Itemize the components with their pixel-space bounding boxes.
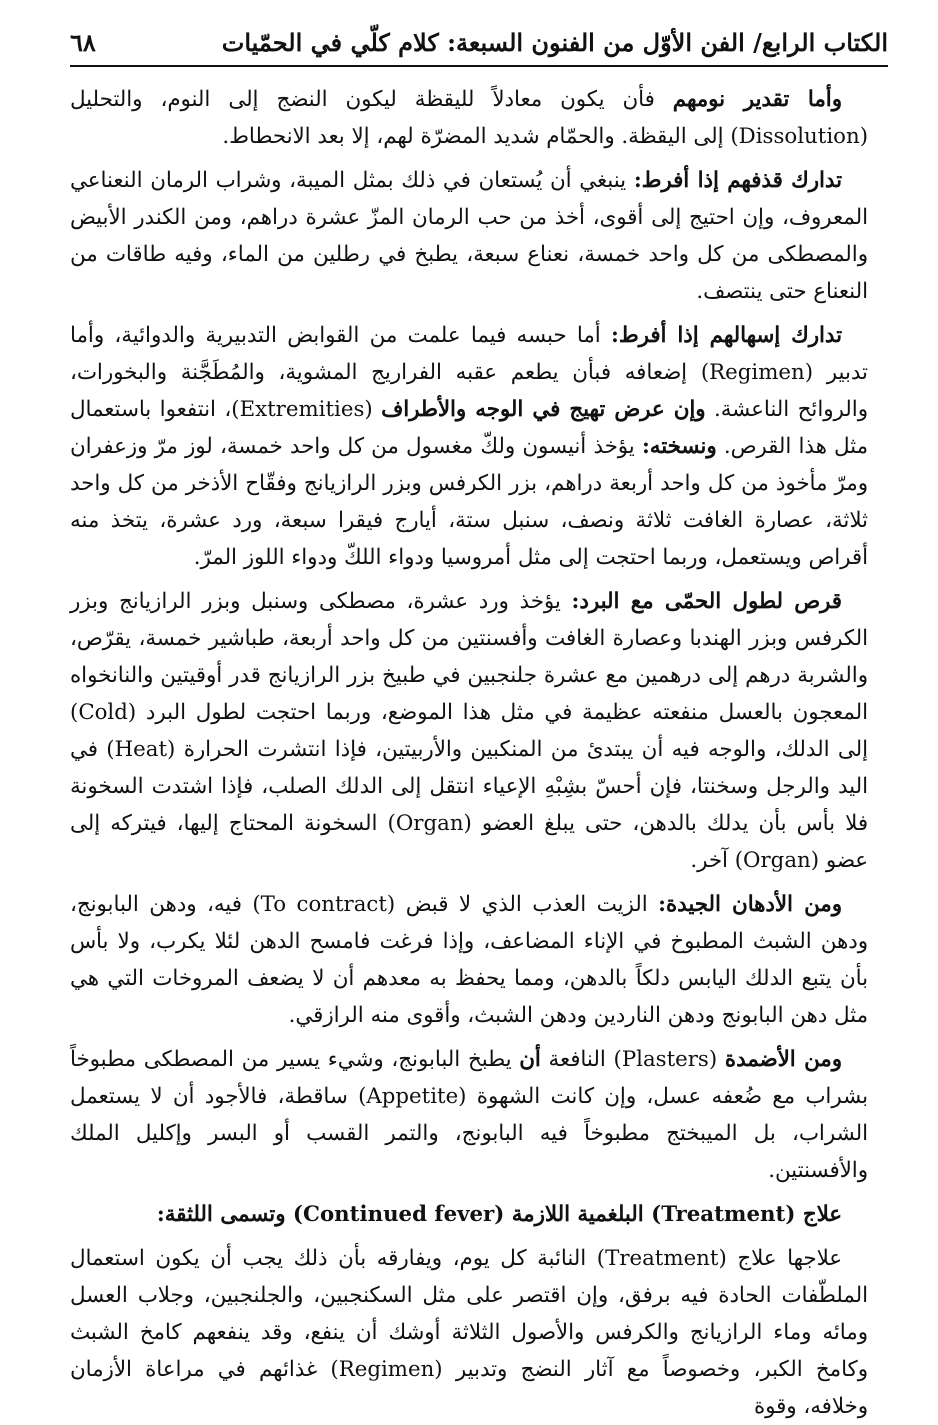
paragraph-subheading: أن: [519, 1047, 541, 1072]
paragraph-subheading: وإن عرض تهيج في الوجه والأطراف: [381, 397, 706, 422]
paragraph-text: علاجها علاج (Treatment) النائبة كل يوم، ويفارقه بأن ذلك يجب أن يكون استعمال الملطّفات الحادة فيه برفق، وإن اقتصر على مثل السكنجبين، والجلنجبين، وجلاب العسل ومائه وماء الرازيانج والكرفس والأصول الثلاثة أوشك أن ينفع، وقد ينفعهم كامخ الشبث وكامخ الكبر، وخصوصاً مع آثار النضج وتدبير (Regimen) غذائهم في مراعاة الأزمان وخلافه، وقوة: [70, 1246, 869, 1419]
paragraph-text: يؤخذ أنيسون ولكّ مغسول من كل واحد خمسة، لوز مرّ وزعفران ومرّ مأخوذ من كل واحد أربعة دراهم، بزر الكرفس وبزر الرازيانج وفقّاح الأذخر من كل واحد ثلاثة، عصارة الغافت ثلاثة ونصف، سنبل ستة، أيارج فيقرا سبعة، ورد عشرة، يتخذ منه أقراص ويستعمل، وربما احتجت إلى مثل أمروسيا ودواء اللكّ ودواء اللوز المرّ.: [70, 434, 868, 570]
paragraph-text: أما حبسه فيما علمت من القوابض التدبيرية والدوائية، وأما تدبير (Regimen) إضعافه فبأن يطعم عقبه الفراريج المشوية، والمُطَجَّنة والبخورات، والروائح الناعشة.: [70, 323, 868, 422]
paragraph-text: يؤخذ ورد عشرة، مصطكى وسنبل وبزر الرازيانج وبزر الكرفس وبزر الهندبا وعصارة الغافت وأفسنتين من كل واحد أربعة، طباشير خمسة، يقرّص، والشربة درهم إلى درهمين مع عشرة جلنجبين في طبيخ بزر الرازيانج قدر أوقيتين والنانخواه المعجون بالعسل منفعته عظيمة في مثل هذا الموضع، وربما احتجت لطول البرد (Cold) إلى الدلك، والوجه فيه أن يبتدئ من المنكبين والأربيتين، فإذا انتشرت الحرارة (Heat) في اليد والرجل وسخنتا، فإن أحسّ بشِبْهِ الإعياء انتقل إلى الدلك الصلب، فإذا اشتدت السخونة فلا بأس بأن يدلك بالدهن، حتى يبلغ العضو (Organ) السخونة المحتاج إليها، فيتركه إلى عضو (Organ) آخر.: [70, 589, 869, 873]
section-heading-label: علاج: [802, 1202, 842, 1227]
paragraph: [70, 886, 868, 1034]
paragraph-text: فأن يكون معادلاً لليقظة ليكون النضج إلى النوم، والتحليل (Dissolution) إلى اليقظة. والحمّام شديد المضرّة لهم، إلا بعد الانحطاط.: [70, 87, 868, 149]
paragraph-subheading: ونسخته:: [641, 434, 717, 459]
page-body: [70, 81, 868, 1425]
paragraph: [70, 1041, 868, 1189]
paragraph-heading: وأما تقدير نومهم: [672, 87, 842, 112]
paragraph-heading: قرص لطول الحمّى مع البرد:: [571, 589, 842, 614]
paragraph: [70, 162, 868, 310]
running-title: الكتاب الرابع/ الفن الأوّل من الفنون السبعة: كلام كلّي في الحمّيات: [221, 28, 888, 57]
paragraph: [70, 583, 868, 879]
paragraph-text: الزيت العذب الذي لا قبض (To contract) فيه، ودهن البابونج، ودهن الشبث المطبوخ في الإناء المضاعف، وإذا فرغت فامسح الدهن لئلا يكرب، ولا بأس بأن يتبع الدلك اليابس دلكاً بالدهن، ومما يحفظ به معدهم أن لا يضعف المروخات التي هي مثل دهن البابونج ودهن الناردين ودهن الشبث، وأقوى منه الرازقي.: [70, 892, 868, 1028]
paragraph: [70, 1240, 868, 1425]
paragraph-heading: ومن الأضمدة: [724, 1047, 842, 1072]
section-heading: [70, 1196, 868, 1233]
paragraph-text: يطبخ البابونج، وشيء يسير من المصطكى مطبوخاً بشراب مع ضُعفه عسل، وإن كانت الشهوة (Appetite) ساقطة، فالأجود أن لا يستعمل الشراب، بل الميبختج مطبوخاً فيه البابونج، والتمر القسب أو البسر وإكليل الملك والأفسنتين.: [70, 1047, 869, 1183]
section-heading-text: (Treatment) البلغمية اللازمة (Continued fever) وتسمى اللثقة:: [156, 1202, 803, 1227]
paragraph-heading: تدارك قذفهم إذا أفرط:: [633, 168, 843, 193]
paragraph-heading: ومن الأدهان الجيدة:: [658, 892, 842, 917]
paragraph-heading: تدارك إسهالهم إذا أفرط:: [611, 323, 843, 348]
paragraph-text: (Extremities)، انتفعوا باستعمال مثل هذا القرص.: [70, 397, 868, 459]
paragraph: [70, 317, 868, 576]
page-number: ٦٨: [70, 28, 96, 57]
paragraph-text: ينبغي أن يُستعان في ذلك بمثل الميبة، وشراب الرمان النعناعي المعروف، وإن احتيج إلى أقوى، أخذ من حب الرمان المزّ عشرة دراهم، ومن الكندر الأبيض والمصطكى من كل واحد خمسة، نعناع سبعة، يطبخ في رطلين من الماء، وفيه طاقات من النعناع حتى ينتصف.: [70, 168, 868, 304]
running-header: [70, 28, 888, 67]
paragraph: [70, 81, 868, 155]
paragraph-text: (Plasters) النافعة: [540, 1047, 725, 1072]
